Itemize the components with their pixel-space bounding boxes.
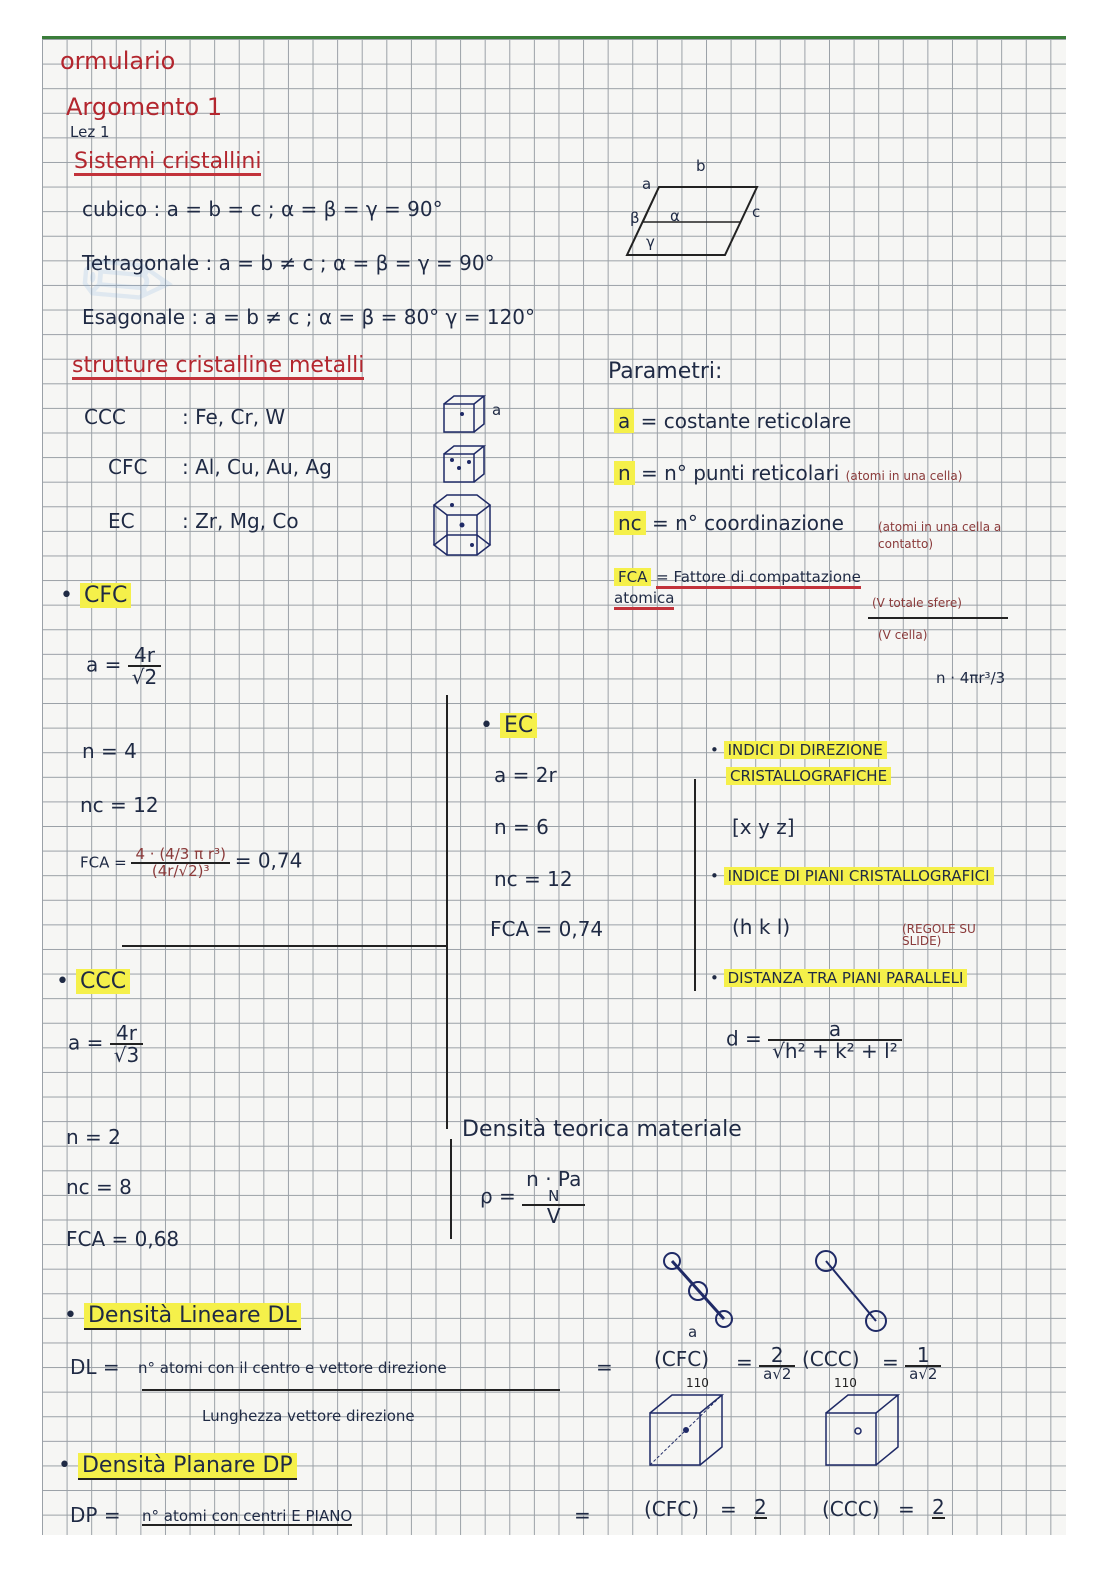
cell-label-alpha: α: [670, 207, 680, 225]
densita-num: n · Pa: [526, 1167, 582, 1191]
dl-cfc-frac: [759, 1345, 795, 1382]
dp-ccc-label: (CCC): [822, 1497, 880, 1521]
param-row: [614, 411, 851, 431]
dp-ccc-num: 2: [932, 1495, 945, 1519]
fca-arrow-text: n · 4πr³/3: [936, 669, 1006, 687]
cell-label-a: a: [642, 175, 652, 193]
dl-cfc-num: 2: [759, 1345, 795, 1367]
ec-fca: FCA = 0,74: [490, 917, 604, 941]
ccc-nc: nc = 8: [66, 1175, 132, 1199]
dist-den: √h² + k² + l²: [772, 1039, 898, 1063]
ccc-fca: FCA = 0,68: [66, 1227, 180, 1251]
dist-formula: [726, 1019, 902, 1061]
indici-piani-note: (REGOLE SU SLIDE): [902, 922, 976, 948]
indici-dir-value: [x y z]: [732, 815, 795, 839]
cfc-fca-den: (4r/√2)³: [151, 862, 210, 880]
struttura-name: EC: [108, 509, 135, 533]
dl-cfc-den: a√2: [763, 1365, 792, 1383]
densita-title: Densità teorica materiale: [462, 1117, 742, 1142]
param-text: = n° coordinazione: [652, 511, 844, 535]
notebook-page: [42, 36, 1066, 1535]
dl-cfc-label: (CFC): [654, 1347, 710, 1371]
struttura-metals: : Fe, Cr, W: [182, 405, 286, 429]
struttura-name: CCC: [84, 405, 126, 429]
dist-num: a: [768, 1019, 902, 1041]
cfc-a-formula: [86, 645, 161, 687]
indici-dir-title-2: CRISTALLOGRAFICHE: [726, 767, 891, 785]
param-note: (atomi in una cella): [845, 469, 963, 483]
ccc-a-formula: [68, 1023, 143, 1065]
param-key: a: [614, 409, 634, 433]
dl-cfc-sub: 110: [686, 1376, 709, 1390]
param-text: = Fattore di compattazione atomica: [614, 568, 861, 610]
cfc-heading: • CFC: [60, 585, 131, 607]
indici-dir-title-row: [726, 769, 891, 784]
sistemi-item: cubico : a = b = c ; α = β = γ = 90°: [82, 197, 443, 221]
lezione-label: Lez 1: [70, 123, 110, 141]
cfc-fca-value: = 0,74: [234, 848, 303, 873]
indici-piani-title: INDICE DI PIANI CRISTALLOGRAFICI: [724, 867, 994, 885]
dl-label: DL =: [70, 1355, 120, 1379]
watermark: ✎: [51, 204, 205, 362]
densita-den: V: [546, 1204, 561, 1228]
densita-rho: ρ =: [480, 1184, 516, 1208]
densita-num-den: N: [548, 1187, 560, 1205]
fca-denominator: (V cella): [878, 628, 928, 642]
ccc-n: n = 2: [66, 1125, 121, 1149]
dp-ccc-eq: =: [898, 1497, 915, 1521]
dp-title: Densità Planare DP: [78, 1453, 297, 1480]
cell-label-gamma: γ: [646, 233, 655, 251]
dist-fraction: [768, 1019, 902, 1061]
dp-cfc-num: 2: [754, 1495, 767, 1519]
densita-num-wrap: [522, 1169, 585, 1206]
cfc-a-num: 4r: [128, 645, 161, 667]
indici-piani-value: (h k l): [732, 915, 791, 939]
cfc-fca-num: 4 · (4/3 π r³): [131, 847, 229, 864]
ccc-plane-cube: [822, 1391, 902, 1471]
dl-heading: • Densità Lineare DL: [64, 1305, 301, 1327]
dl-ccc-label: (CCC): [802, 1347, 860, 1371]
struttura-metals: : Zr, Mg, Co: [182, 509, 299, 533]
param-key: nc: [614, 511, 646, 535]
dp-label: DP =: [70, 1503, 121, 1527]
dl-ccc-sub: 110: [834, 1376, 857, 1390]
param-text: = costante reticolare: [640, 409, 852, 433]
cfc-cube-icon: [442, 444, 492, 484]
dl-ccc-den: a√2: [909, 1365, 938, 1383]
param-key: n: [614, 461, 635, 485]
cell-label-b: b: [696, 157, 706, 175]
dp-equals: =: [574, 1503, 591, 1527]
densita-divider: [450, 1139, 452, 1239]
dl-cfc-fraction: = $\frac{2}{a√2}$: [736, 1345, 795, 1382]
densita-formula: [480, 1169, 585, 1226]
dp-cfc-eq: =: [720, 1497, 737, 1521]
dl-diagram-label: a: [688, 1323, 698, 1341]
cfc-plane-cube: [646, 1391, 726, 1471]
ec-n: n = 6: [494, 815, 549, 839]
dl-fraction-line: [142, 1389, 560, 1391]
cfc-title: CFC: [80, 583, 131, 608]
cfc-fca-label: FCA =: [80, 853, 127, 872]
cfc-n: n = 4: [82, 739, 137, 763]
column-divider: [446, 695, 448, 1129]
ccc-a-label: a =: [68, 1030, 104, 1055]
cfc-a-den: √2: [131, 665, 158, 689]
cfc-fca-formula: [80, 847, 302, 879]
ccc-direction-diagram: [814, 1249, 894, 1339]
param-key: FCA: [614, 568, 651, 586]
argomento-title: Argomento 1: [66, 93, 223, 121]
indici-divider: [694, 779, 696, 991]
dl-equals: =: [596, 1355, 613, 1379]
sistemi-title: Sistemi cristallini: [74, 149, 262, 174]
dp-numerator: n° atomi con centri E PIANO: [142, 1507, 353, 1525]
indici-dir-title-1: INDICI DI DIREZIONE: [724, 741, 887, 759]
cell-label-c: c: [752, 203, 761, 221]
dp-heading: • Densità Planare DP: [58, 1455, 297, 1477]
cfc-nc: nc = 12: [80, 793, 159, 817]
indici-dist-row: • DISTANZA TRA PIANI PARALLELI: [710, 971, 967, 986]
dp-cfc-label: (CFC): [644, 1497, 700, 1521]
indici-dist-title: DISTANZA TRA PIANI PARALLELI: [724, 969, 968, 987]
densita-fraction: [522, 1169, 585, 1226]
ccc-a-fraction: [110, 1023, 143, 1065]
dl-title: Densità Lineare DL: [84, 1303, 301, 1330]
ccc-cube-icon: [442, 394, 492, 434]
param-row: [614, 463, 962, 483]
ec-hexagonal-icon: [432, 487, 502, 562]
indici-dir-title-row: • INDICI DI DIREZIONE: [710, 743, 887, 758]
cfc-a-fraction: [128, 645, 161, 687]
ccc-title: CCC: [76, 969, 130, 994]
ccc-a-num: 4r: [110, 1023, 143, 1045]
dl-ccc-fraction: = $\frac{1}{a√2}$: [882, 1345, 941, 1382]
param-row: [614, 513, 844, 533]
fca-fraction-line: [868, 617, 1008, 619]
ec-nc: nc = 12: [494, 867, 573, 891]
cfc-direction-diagram: [662, 1249, 742, 1339]
sistemi-item: Tetragonale : a = b ≠ c ; α = β = γ = 90°: [82, 251, 495, 275]
param-note: (atomi in una cella a contatto): [878, 520, 1002, 551]
ec-heading: • EC: [480, 715, 537, 737]
parametri-title: Parametri:: [608, 359, 723, 384]
ccc-a-den: √3: [113, 1043, 140, 1067]
sistemi-item: Esagonale : a = b ≠ c ; α = β = 80° γ = 120°: [82, 305, 536, 329]
dl-ccc-num: 1: [905, 1345, 941, 1367]
cfc-fca-fraction: [131, 847, 229, 879]
strutture-title: strutture cristalline metalli: [72, 353, 365, 378]
ec-title: EC: [500, 713, 537, 738]
cfc-divider: [122, 945, 447, 947]
ccc-heading: • CCC: [56, 971, 130, 993]
dl-numerator: n° atomi con il centro e vettore direzione: [138, 1359, 447, 1377]
dl-ccc-frac: [905, 1345, 941, 1382]
param-row: [614, 567, 914, 609]
dl-denominator: Lunghezza vettore direzione: [202, 1407, 415, 1425]
param-text: = n° punti reticolari: [641, 461, 840, 485]
struttura-name: CFC: [108, 455, 148, 479]
cube-label-a: a: [492, 401, 502, 419]
indici-piani-row: • INDICE DI PIANI CRISTALLOGRAFICI: [710, 869, 994, 884]
dist-label: d =: [726, 1026, 762, 1051]
cell-label-beta: β: [630, 209, 640, 227]
cfc-a-label: a =: [86, 652, 122, 677]
ec-a: a = 2r: [494, 763, 557, 787]
struttura-metals: : Al, Cu, Au, Ag: [182, 455, 332, 479]
fca-numerator: (V totale sfere): [872, 596, 962, 610]
page-title: ormulario: [60, 47, 176, 75]
